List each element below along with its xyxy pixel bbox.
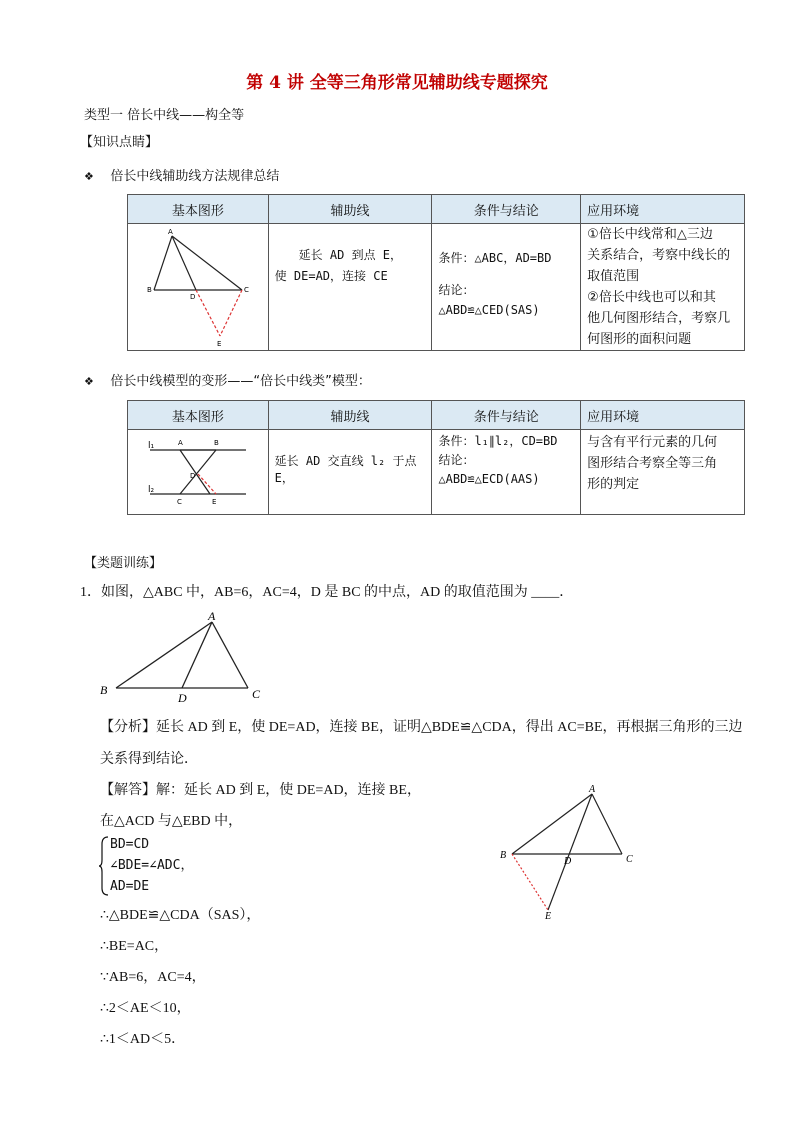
analysis-line-2: 关系得到结论． bbox=[100, 752, 198, 767]
type-heading: 类型一 倍长中线——构全等 bbox=[84, 108, 245, 123]
label-C: C bbox=[252, 687, 261, 701]
brace-line: ∠BDE=∠ADC， bbox=[110, 858, 194, 873]
label-C: C bbox=[244, 286, 249, 294]
header-basic-figure: 基本图形 bbox=[128, 195, 269, 224]
label-E: E bbox=[217, 340, 222, 348]
diamond-bullet-icon: ❖ bbox=[84, 375, 94, 388]
summary-table-2 bbox=[127, 400, 745, 515]
median-figure bbox=[128, 224, 267, 350]
aux-cell-2: 延长 AD 交直线 l₂ 于点 E， bbox=[268, 430, 432, 515]
in-line: 在△ACD 与△EBD 中， bbox=[100, 814, 243, 829]
label-B: B bbox=[214, 439, 219, 447]
env-line: 取值范围 bbox=[587, 269, 640, 284]
env-line: 形的判定 bbox=[587, 477, 640, 492]
header-env: 应用环境 bbox=[581, 195, 745, 224]
step-2: ∴BE=AC， bbox=[100, 939, 169, 954]
summary-table-1 bbox=[127, 194, 745, 351]
label-D: D bbox=[178, 691, 187, 704]
practice-heading: 【类题训练】 bbox=[84, 556, 163, 571]
label-E: E bbox=[212, 498, 217, 506]
analysis-line-1: 【分析】延长 AD 到 E，使 DE=AD，连接 BE，证明△BDE≌△CDA，得出 AC=BE，再根据三角形的三边 bbox=[100, 720, 743, 735]
bullet-2 bbox=[84, 370, 371, 389]
cond-text: 条件：△ABC，AD=BD bbox=[438, 251, 552, 265]
label-A: A bbox=[589, 784, 596, 795]
concl-label: 结论： bbox=[438, 283, 475, 297]
env-line: 他几何图形结合，考察几 bbox=[587, 311, 731, 326]
step-4: ∴2＜AE＜10， bbox=[100, 1001, 191, 1016]
figure-cell bbox=[128, 224, 269, 351]
label-l1: l₁ bbox=[148, 441, 155, 451]
diamond-bullet-icon: ❖ bbox=[84, 170, 94, 183]
label-B: B bbox=[500, 850, 507, 861]
label-B: B bbox=[147, 286, 152, 294]
cond-cell bbox=[432, 224, 581, 351]
aux-line-1: 延长 AD 到点 E， bbox=[298, 248, 403, 262]
header-aux-line: 辅助线 bbox=[268, 195, 432, 224]
env-cell bbox=[581, 224, 745, 351]
step-1: ∴△BDE≌△CDA（SAS）， bbox=[100, 908, 261, 923]
env-cell-2 bbox=[581, 430, 745, 515]
env-line: ②倍长中线也可以和其 bbox=[587, 290, 716, 305]
env-line: 与含有平行元素的几何 bbox=[587, 435, 718, 450]
brace-icon bbox=[98, 836, 110, 896]
label-D: D bbox=[190, 472, 196, 480]
bullet-1-text: 倍长中线辅助线方法规律总结 bbox=[110, 169, 280, 184]
brace-lines bbox=[110, 834, 193, 897]
knowledge-heading: 【知识点睛】 bbox=[80, 135, 159, 150]
label-A: A bbox=[208, 609, 216, 623]
aux-line-2: 使 DE=AD，连接 CE bbox=[274, 269, 388, 283]
env-line: 何图形的面积问题 bbox=[587, 332, 692, 347]
parallel-lines-figure bbox=[128, 430, 267, 514]
triangle-figure-1 bbox=[96, 608, 276, 704]
brace-line: AD=DE bbox=[110, 879, 150, 894]
header-basic-figure: 基本图形 bbox=[128, 401, 269, 430]
bullet-2-text: 倍长中线模型的变形——“倍长中线类”模型： bbox=[110, 374, 371, 389]
label-A: A bbox=[178, 439, 183, 447]
figure-cell-2 bbox=[128, 430, 269, 515]
label-C: C bbox=[626, 854, 633, 865]
label-D: D bbox=[564, 856, 572, 867]
label-D: D bbox=[190, 293, 196, 301]
bullet-1 bbox=[84, 165, 279, 184]
answer-line: 【解答】解：延长 AD 到 E，使 DE=AD，连接 BE， bbox=[100, 783, 421, 798]
label-B: B bbox=[100, 683, 108, 697]
header-aux-line: 辅助线 bbox=[268, 401, 432, 430]
label-C: C bbox=[177, 498, 182, 506]
cond-text: 条件：l₁∥l₂，CD=BD bbox=[438, 434, 558, 448]
brace-line: BD=CD bbox=[110, 837, 150, 852]
aux-cell bbox=[268, 224, 432, 351]
step-5: ∴1＜AD＜5． bbox=[100, 1032, 186, 1047]
triangle-figure-2 bbox=[490, 780, 650, 925]
header-cond: 条件与结论 bbox=[432, 195, 581, 224]
cond-cell-2 bbox=[432, 430, 581, 515]
env-line: 关系结合，考察中线长的 bbox=[587, 248, 731, 263]
concl-label: 结论： bbox=[438, 453, 475, 467]
env-line: 图形结合考察全等三角 bbox=[587, 456, 718, 471]
step-3: ∵AB=6，AC=4， bbox=[100, 970, 206, 985]
header-cond: 条件与结论 bbox=[432, 401, 581, 430]
header-env: 应用环境 bbox=[581, 401, 745, 430]
problem-1: 1．如图，△ABC 中，AB=6，AC=4，D 是 BC 的中点，AD 的取值范围为 ____． bbox=[80, 585, 574, 600]
label-E: E bbox=[545, 911, 552, 922]
concl-text: △ABD≌△CED(SAS) bbox=[438, 303, 540, 317]
label-A: A bbox=[168, 228, 173, 236]
page-title: 第 4 讲 全等三角形常见辅助线专题探究 bbox=[246, 73, 548, 93]
concl-text: △ABD≌△ECD(AAS) bbox=[438, 472, 540, 486]
env-line: ①倍长中线常和△三边 bbox=[587, 227, 713, 242]
label-l2: l₂ bbox=[148, 485, 155, 495]
